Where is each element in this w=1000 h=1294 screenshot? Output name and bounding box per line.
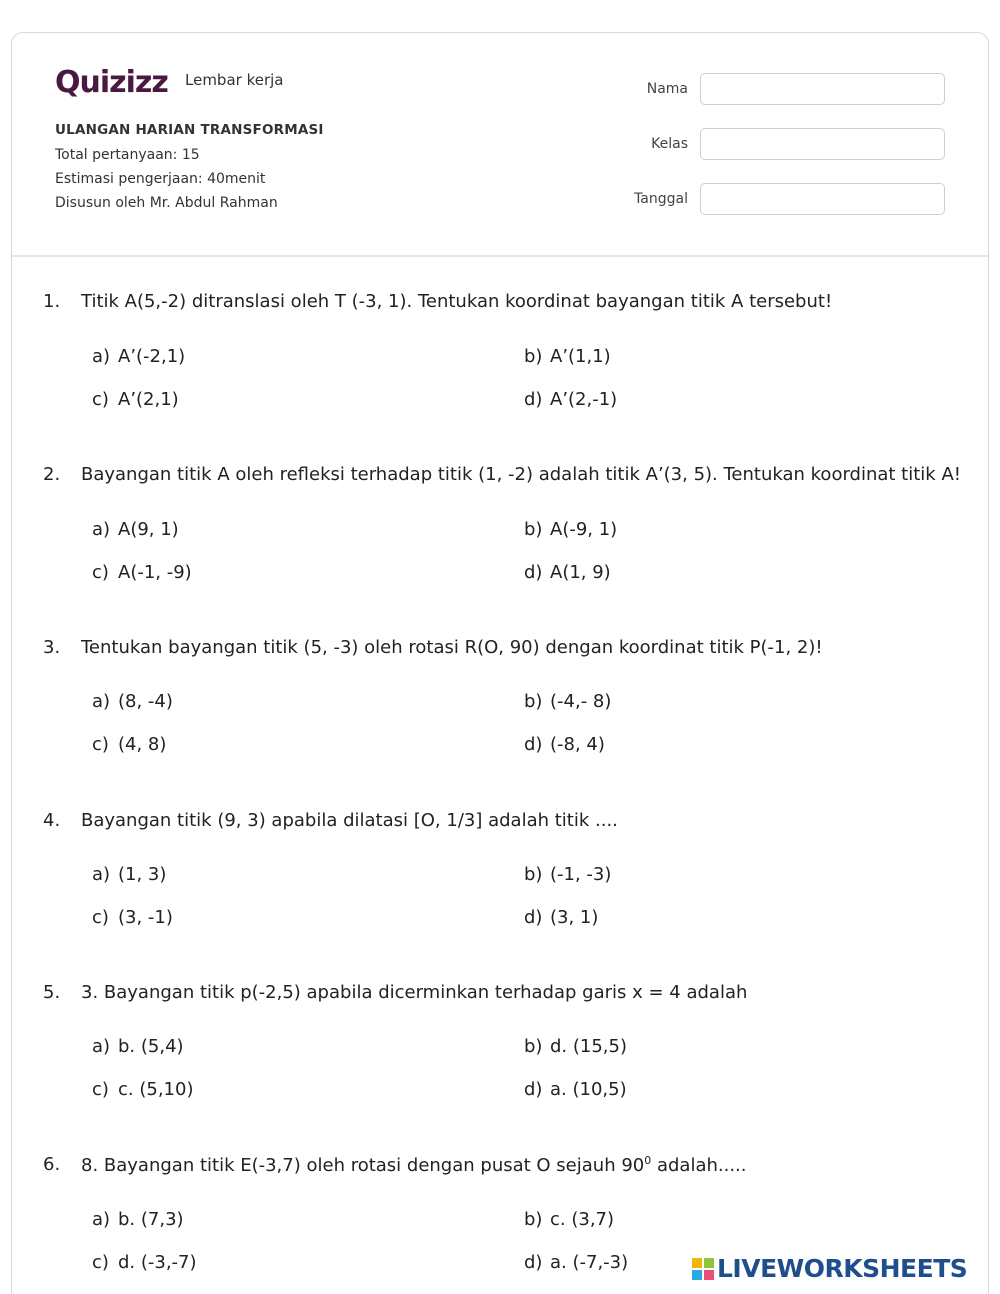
option-letter: a) <box>92 691 111 712</box>
option-letter: c) <box>92 734 109 755</box>
option-text: a. (10,5) <box>550 1079 627 1100</box>
date-label: Tanggal <box>634 191 688 207</box>
option-letter: d) <box>524 389 543 410</box>
option-a[interactable] <box>92 519 179 540</box>
option-text: A’(-2,1) <box>118 346 186 367</box>
option-letter: b) <box>524 691 543 712</box>
worksheet-meta <box>55 122 324 211</box>
class-label: Kelas <box>651 136 688 152</box>
option-letter: d) <box>524 1252 543 1273</box>
option-text: d. (15,5) <box>550 1036 627 1057</box>
question-number: 6. <box>43 1154 61 1175</box>
option-letter: a) <box>92 346 111 367</box>
question-text: Bayangan titik A oleh refleksi terhadap titik (1, -2) adalah titik A’(3, 5). Tentukan koordinat titik A! <box>81 464 961 485</box>
date-field-row <box>615 183 945 215</box>
question-text: Bayangan titik (9, 3) apabila dilatasi [O, 1/3] adalah titik .... <box>81 810 618 831</box>
option-letter: a) <box>92 864 111 885</box>
author: Disusun oleh Mr. Abdul Rahman <box>55 195 278 211</box>
option-b[interactable] <box>524 1209 614 1230</box>
option-letter: b) <box>524 1036 543 1057</box>
option-letter: c) <box>92 1252 109 1273</box>
brand-row <box>55 64 284 100</box>
option-b[interactable] <box>524 864 611 885</box>
class-input[interactable] <box>700 128 945 160</box>
question-text-main: 8. Bayangan titik E(-3,7) oleh rotasi dengan pusat O sejauh 90 <box>81 1155 645 1176</box>
question-number: 5. <box>43 982 61 1003</box>
option-text: A(-9, 1) <box>550 519 618 540</box>
option-text: (3, -1) <box>118 907 173 928</box>
option-text: (-1, -3) <box>550 864 612 885</box>
question-number: 1. <box>43 291 61 312</box>
option-c[interactable] <box>92 907 173 928</box>
option-b[interactable] <box>524 519 617 540</box>
option-text: c. (5,10) <box>118 1079 194 1100</box>
option-a[interactable] <box>92 691 173 712</box>
question-number: 3. <box>43 637 61 658</box>
option-a[interactable] <box>92 1036 184 1057</box>
question-text: Tentukan bayangan titik (5, -3) oleh rotasi R(O, 90) dengan koordinat titik P(-1, 2)! <box>81 637 823 658</box>
option-d[interactable] <box>524 1252 628 1273</box>
option-d[interactable] <box>524 734 605 755</box>
student-info-form <box>615 73 945 238</box>
degree-superscript: 0 <box>644 1154 652 1167</box>
name-label: Nama <box>646 81 688 97</box>
option-letter: d) <box>524 734 543 755</box>
option-text: (8, -4) <box>118 691 173 712</box>
option-letter: b) <box>524 1209 543 1230</box>
option-b[interactable] <box>524 1036 627 1057</box>
option-text: b. (5,4) <box>118 1036 184 1057</box>
option-b[interactable] <box>524 691 611 712</box>
option-text: b. (7,3) <box>118 1209 184 1230</box>
option-text: (-8, 4) <box>550 734 605 755</box>
option-letter: d) <box>524 562 543 583</box>
logo-wordmark: Quizizz <box>55 65 168 100</box>
option-letter: b) <box>524 864 543 885</box>
option-c[interactable] <box>92 389 179 410</box>
option-c[interactable] <box>92 734 166 755</box>
option-d[interactable] <box>524 907 598 928</box>
worksheet-header <box>12 33 988 257</box>
name-field-row <box>615 73 945 105</box>
option-text: A(-1, -9) <box>118 562 192 583</box>
option-letter: b) <box>524 519 543 540</box>
worksheet-type-label: Lembar kerja <box>185 71 284 89</box>
liveworksheets-logo-icon <box>692 1258 714 1280</box>
option-d[interactable] <box>524 1079 627 1100</box>
option-b[interactable] <box>524 346 611 367</box>
question-number: 2. <box>43 464 61 485</box>
option-text: c. (3,7) <box>550 1209 615 1230</box>
option-letter: b) <box>524 346 543 367</box>
option-text: A’(2,-1) <box>550 389 618 410</box>
option-c[interactable] <box>92 1079 193 1100</box>
option-letter: a) <box>92 1036 111 1057</box>
option-text: (1, 3) <box>118 864 167 885</box>
question-text <box>81 1154 747 1176</box>
option-a[interactable] <box>92 1209 184 1230</box>
option-text: A’(1,1) <box>550 346 611 367</box>
question-number: 4. <box>43 810 61 831</box>
option-d[interactable] <box>524 389 617 410</box>
option-text: A(1, 9) <box>550 562 611 583</box>
class-field-row <box>615 128 945 160</box>
option-c[interactable] <box>92 562 192 583</box>
option-a[interactable] <box>92 346 185 367</box>
option-text: (4, 8) <box>118 734 167 755</box>
option-text: A’(2,1) <box>118 389 179 410</box>
option-text: A(9, 1) <box>118 519 179 540</box>
option-text: (-4,- 8) <box>550 691 612 712</box>
worksheet-title: ULANGAN HARIAN TRANSFORMASI <box>55 122 324 138</box>
question-text: Titik A(5,-2) ditranslasi oleh T (-3, 1). Tentukan koordinat bayangan titik A tersebut! <box>81 291 833 312</box>
option-letter: c) <box>92 389 109 410</box>
option-letter: c) <box>92 562 109 583</box>
option-text: (3, 1) <box>550 907 599 928</box>
total-questions: Total pertanyaan: 15 <box>55 147 200 163</box>
option-letter: c) <box>92 907 109 928</box>
option-letter: d) <box>524 1079 543 1100</box>
question-text-end: adalah..... <box>651 1155 747 1176</box>
option-letter: a) <box>92 1209 111 1230</box>
option-text: a. (-7,-3) <box>550 1252 629 1273</box>
quizizz-logo <box>55 64 175 100</box>
time-estimate: Estimasi pengerjaan: 40menit <box>55 171 266 187</box>
option-letter: a) <box>92 519 111 540</box>
option-letter: c) <box>92 1079 109 1100</box>
option-a[interactable] <box>92 864 166 885</box>
question-text: 3. Bayangan titik p(-2,5) apabila dicerminkan terhadap garis x = 4 adalah <box>81 982 748 1003</box>
watermark-text: LIVEWORKSHEETS <box>717 1254 968 1283</box>
worksheet-card <box>11 32 989 1294</box>
option-d[interactable] <box>524 562 611 583</box>
option-text: d. (-3,-7) <box>118 1252 197 1273</box>
name-input[interactable] <box>700 73 945 105</box>
date-input[interactable] <box>700 183 945 215</box>
option-c[interactable] <box>92 1252 197 1273</box>
option-letter: d) <box>524 907 543 928</box>
liveworksheets-watermark <box>692 1254 967 1283</box>
